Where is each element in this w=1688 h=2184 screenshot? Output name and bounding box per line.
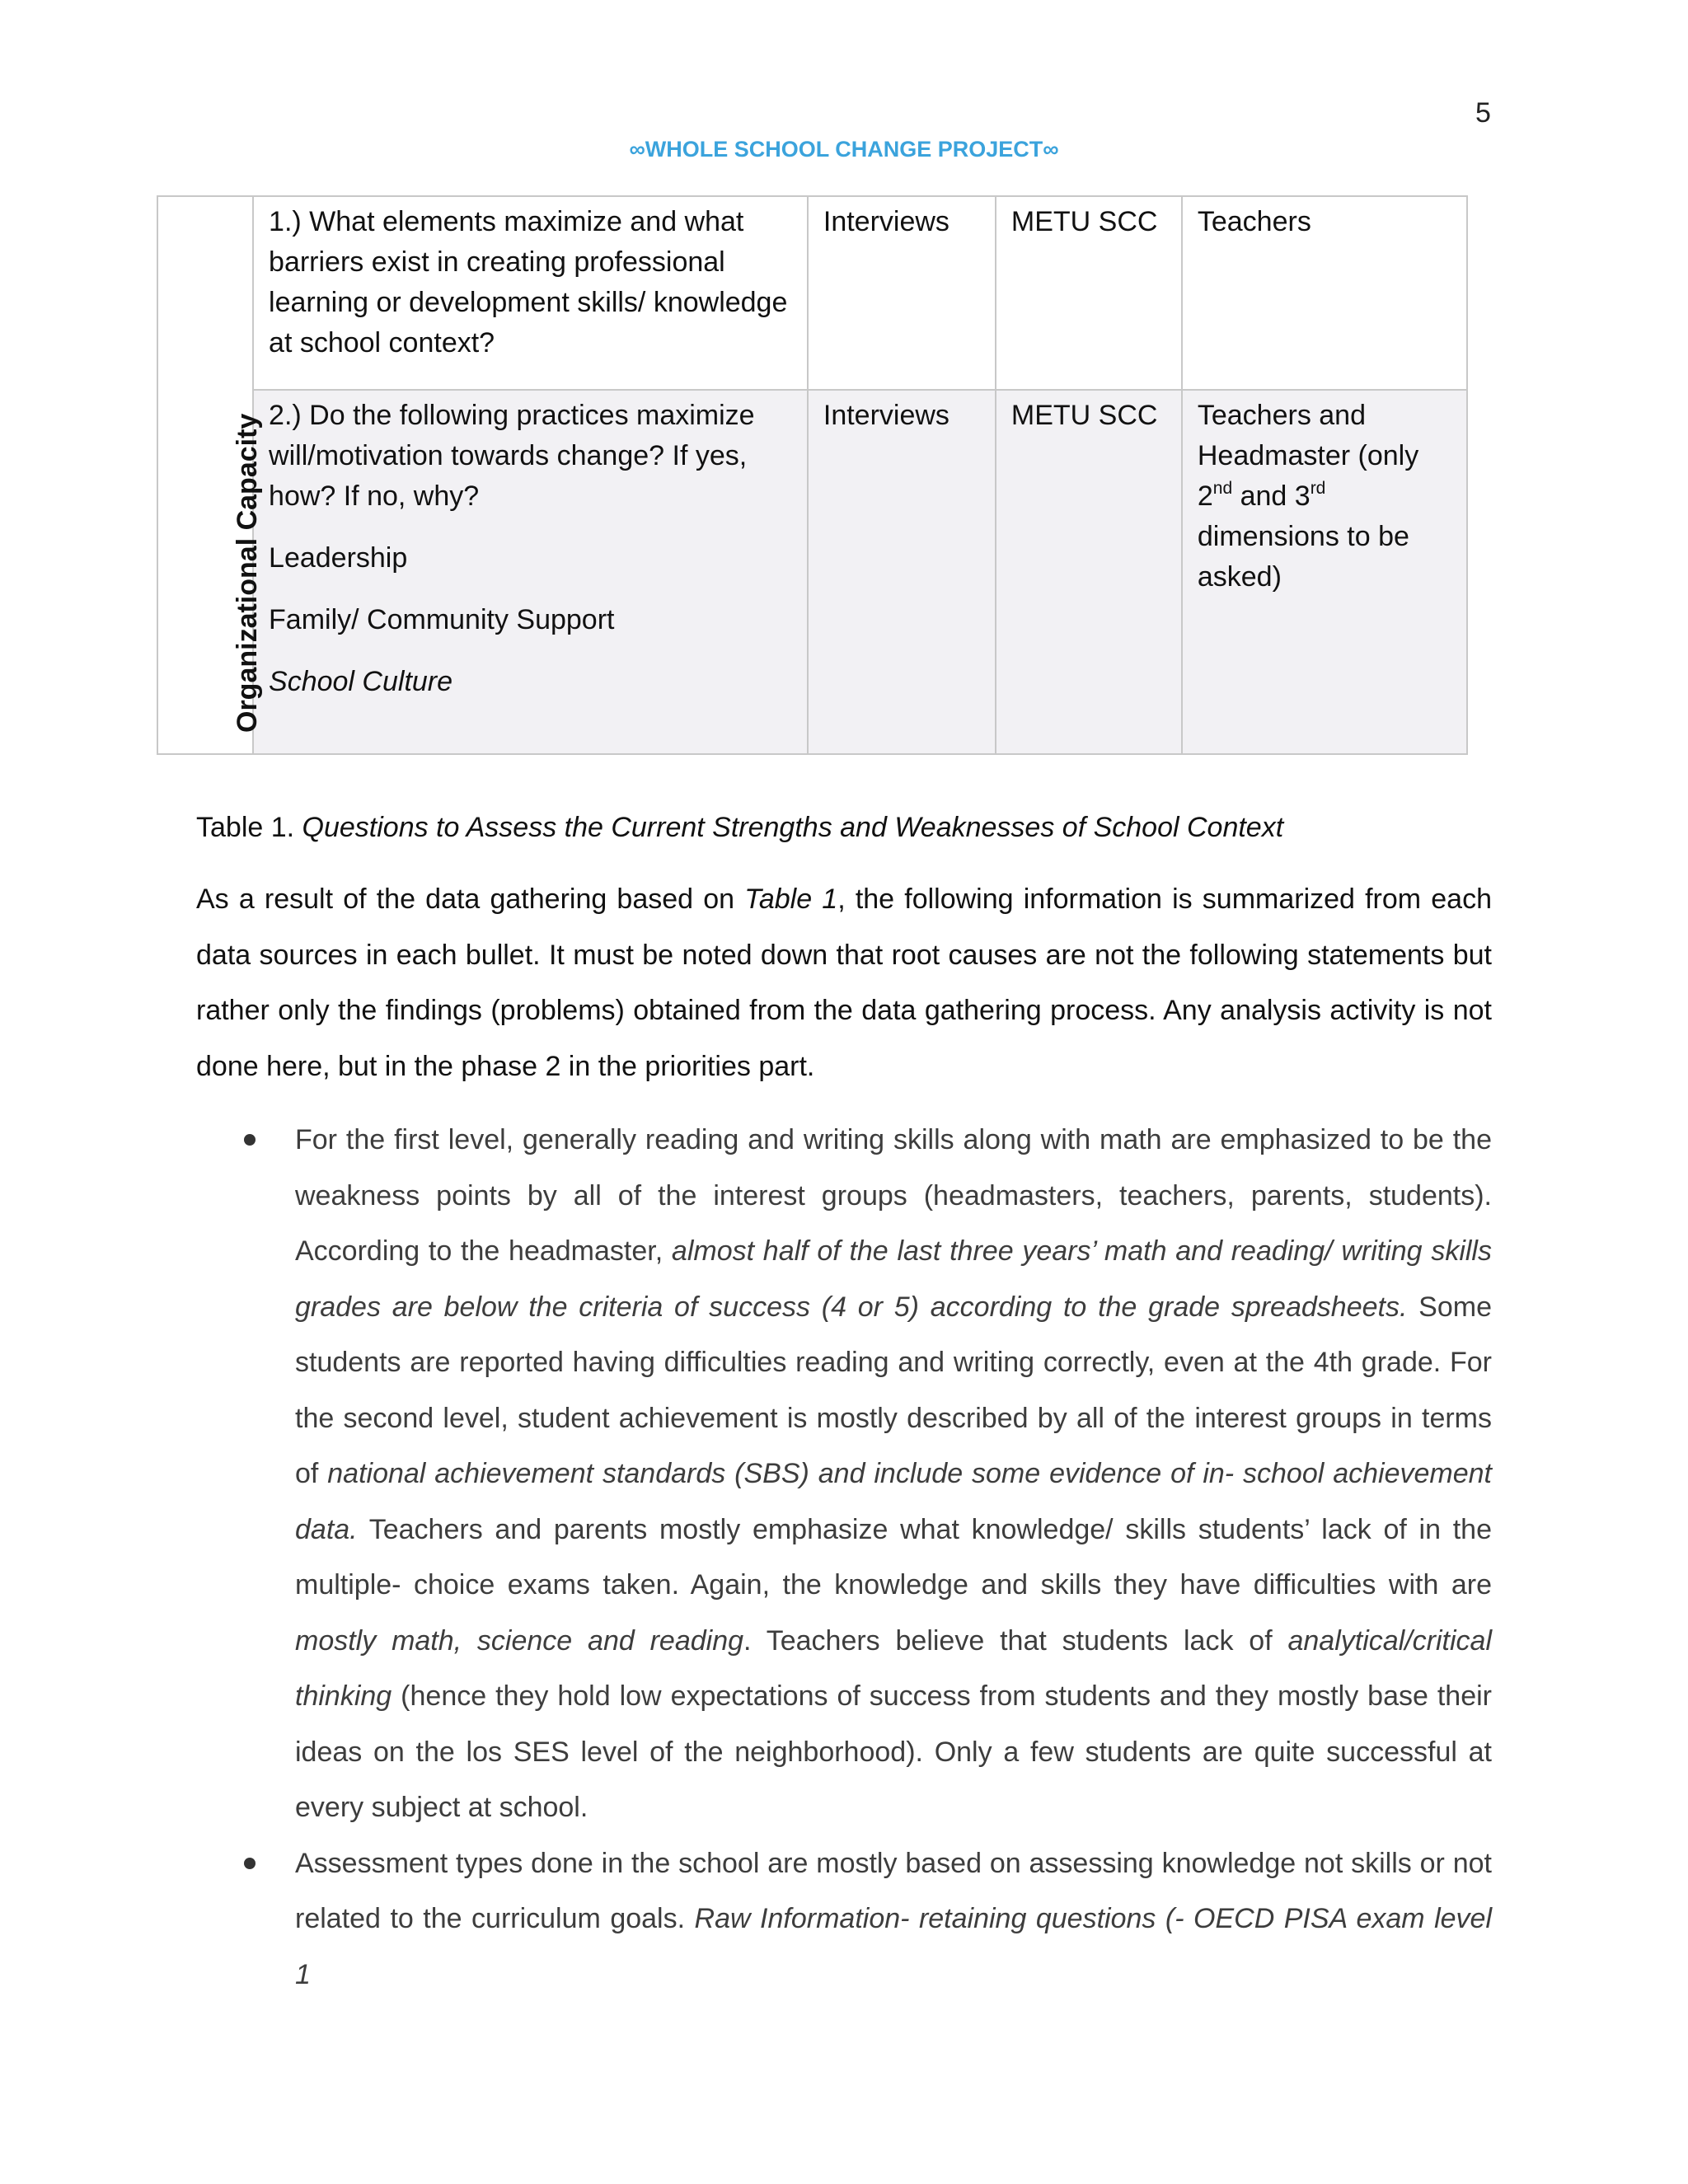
findings-list: [196, 1113, 1492, 2003]
practice-item: School Culture: [269, 666, 453, 697]
participants-cell: [1182, 390, 1467, 754]
ordinal-number: 2: [1197, 480, 1213, 512]
question-cell: [253, 196, 808, 390]
caption-title: Questions to Assess the Current Strengths and Weaknesses of School Context: [302, 812, 1284, 843]
source-cell: METU SCC: [996, 390, 1182, 754]
bullet-icon: [244, 1858, 256, 1869]
list-item: [196, 1836, 1492, 2004]
practice-item: Family/ Community Support: [269, 604, 615, 635]
ordinal-suffix: nd: [1212, 479, 1233, 498]
table-reference: Table 1: [744, 883, 838, 915]
running-header: ∞WHOLE SCHOOL CHANGE PROJECT∞: [629, 137, 1059, 162]
participants-text: Teachers and Headmaster (only: [1197, 400, 1419, 471]
bullet-text: (hence they hold low expectations of success from students and they mostly base their ideas on the los SES level of the neighborhood). Only a few students are quite successful at every subject at school.: [295, 1680, 1492, 1823]
body-paragraph: [196, 872, 1492, 1094]
ordinal-number: 3: [1294, 480, 1311, 512]
participants-text: dimensions to be asked): [1197, 521, 1409, 593]
ordinal-suffix: rd: [1310, 479, 1326, 498]
method-cell: Interviews: [808, 196, 996, 390]
table-row: [157, 196, 1467, 390]
bullet-emphasis: mostly math, science and reading: [295, 1624, 744, 1657]
bullet-emphasis: almost half of the last three years’ math and reading/ writing skills grades are below the criteria of success (4 or 5) according to the grade spreadsheets.: [295, 1235, 1492, 1323]
bullet-emphasis: national achievement standards (SBS) and include some evidence of in- school achievement data.: [295, 1458, 1492, 1545]
caption-label: Table 1.: [196, 812, 302, 843]
question-cell: [253, 390, 808, 754]
participants-text: and: [1232, 480, 1295, 512]
page-number: 5: [1475, 97, 1491, 129]
list-item: [196, 1113, 1492, 1836]
practice-item: Leadership: [269, 542, 408, 574]
bullet-text: Assessment types done in the school are mostly based on assessing knowledge not skills or not related to the curriculum goals.: [295, 1847, 1492, 1934]
question-text: 2.) Do the following practices maximize will/motivation towards change? If yes, how? If no, why?: [269, 400, 755, 512]
participants-cell: Teachers: [1182, 196, 1467, 390]
bullet-emphasis: Raw Information- retaining questions (- OECD PISA exam level 1: [295, 1903, 1492, 1990]
bullet-text: For the first level, generally reading and writing skills along with math are emphasized to be the weakness points by all of the interest groups (headmasters, teachers, parents, students). According to the headmaster,: [295, 1124, 1492, 1267]
bullet-text: Some students are reported having difficulties reading and writing correctly, even at the 4th grade. For the second level, student achievement is mostly described by all of the interest groups in terms of: [295, 1291, 1492, 1489]
bullet-text: . Teachers believe that students lack of: [743, 1624, 1288, 1657]
bullet-emphasis: analytical/critical thinking: [295, 1624, 1493, 1712]
method-cell: Interviews: [808, 390, 996, 754]
table-row: [157, 390, 1467, 754]
bullet-text: Teachers and parents mostly emphasize what knowledge/ skills students’ lack of in the multiple- choice exams taken. Again, the knowledge and skills they have difficulties with are: [295, 1513, 1492, 1601]
dimension-label: Organizational Capacity: [232, 413, 263, 733]
source-cell: METU SCC: [996, 196, 1182, 390]
dimension-cell: [157, 196, 263, 754]
question-text: 1.) What elements maximize and what barriers exist in creating professional learning or development skills/ knowledge at school context?: [269, 206, 788, 359]
table-caption: [196, 812, 1283, 844]
assessment-table: [157, 195, 1468, 755]
body-text: , the following information is summarized from each data sources in each bullet. It must be noted down that root causes are not the following statements but rather only the findings (problems) obtained from the data gathering process. Any analysis activity is not done here, but in the phase 2 in the priorities part.: [196, 883, 1492, 1082]
bullet-icon: [244, 1134, 256, 1146]
body-text: As a result of the data gathering based on: [196, 883, 745, 915]
